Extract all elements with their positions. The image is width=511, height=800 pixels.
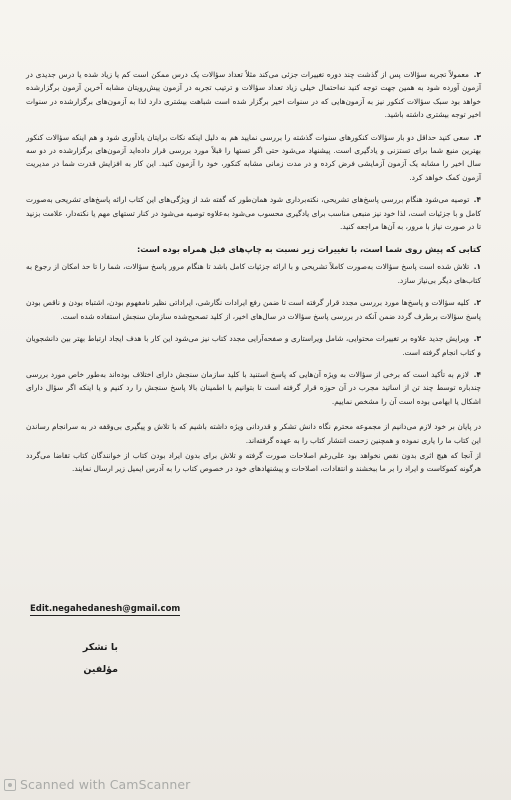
item-text: ویرایش جدید علاوه بر تغییرات محتوایی، شامل ویراستاری و صفحه‌آرایی مجدد کتاب نیز می‌شود این کار با هدف ایجاد ارتباط بهتر بین دانشجویان و کتاب انجام گرفته است. <box>26 334 481 357</box>
item-number: ۱. <box>473 262 482 272</box>
list-item <box>26 131 481 185</box>
camscanner-icon <box>4 779 16 791</box>
contact-email: Edit.negahedanesh@gmail.com <box>30 604 181 614</box>
item-text: سعی کنید حداقل دو بار سؤالات کنکورهای سنوات گذشته را بررسی نمایید هم به دلیل اینکه نکات برایتان یادآوری شود و هم اینکه سؤالات کنکور بهترین منبع شما برای تستزنی و یادگیری است. پیشنهاد می‌شود حتی اگر تستها را قبلاً مورد بررسی قرار داده‌اید آزمون‌های برگزارشده در دو سه سال اخیر را مشابه یک آزمون آزمایشی فرض کرده و در مدت زمانی مشابه کنکور، خود را آزمون کنید. این کار به افزایش قدرت شما در مدیریت آزمون کمک خواهد کرد. <box>26 132 481 182</box>
item-number: ۲. <box>473 70 481 79</box>
document-body <box>26 68 481 478</box>
closing-section <box>26 420 481 476</box>
item-number: ۳. <box>473 334 481 344</box>
section-heading: کتابی که پیش روی شما است، با تغییرات زیر نسبت به چاپ‌های قبل همراه بوده است: <box>137 244 481 255</box>
list-item <box>26 193 481 233</box>
scanner-watermark <box>4 777 190 792</box>
list-item <box>26 260 481 287</box>
list-item <box>26 368 481 408</box>
closing-paragraph: از آنجا که هیچ اثری بدون نقص نخواهد بود علی‌رغم اصلاحات صورت گرفته و تلاش برای بدون ایراد بودن کتاب از خوانندگان کتاب تقاضا می‌گردد هرگونه کموکاست و ایراد را بر ما ببخشند و انتقادات، اصلاحات و پیشنهادهای خود در خصوص کتاب را به آدرس ایمیل زیر ارسال نمایند. <box>26 450 481 474</box>
item-text: توصیه می‌شود هنگام بررسی پاسخ‌های تشریحی، نکته‌برداری شود همان‌طور که گفته شد از ویژگی‌های این کتاب ارائه پاسخ‌های تشریحی به‌صورت کامل و با جزئیات است، لذا خود نیز منبعی مناسب برای یادگیری محسوب می‌شود به‌علاوه توصیه می‌شود در کنار تستهای مهم یا نکته‌دار، علامت بزنید تا در صورت نیاز با مرور، به آن‌ها مراجعه کنید. <box>26 195 481 232</box>
item-number: ۴. <box>473 369 481 379</box>
item-text: تلاش شده است پاسخ سؤالات به‌صورت کاملاً تشریحی و با ارائه جزئیات کامل باشد تا هنگام مرور پاسخ سؤالات، شما را تا حد امکان از رجوع به کتاب‌های دیگر بی‌نیاز سازد. <box>26 262 481 285</box>
item-text: کلیه سؤالات و پاسخ‌ها مورد بررسی مجدد قرار گرفته است تا ضمن رفع ایرادات نگارشی، ایراداتی نظیر نامفهوم بودن، اشتباه بودن و ناقص بودن پاسخ سؤالات برطرف گردد ضمن آنکه در بررسی پاسخ سؤالات در سال‌های اخیر، از کلید تصحیح‌شده سازمان سنجش استفاده شده است. <box>26 298 481 321</box>
list-item <box>26 332 481 359</box>
signoff-thanks: با تشکر <box>82 642 118 653</box>
signoff <box>58 637 118 681</box>
list-item <box>26 296 481 323</box>
signoff-authors: مؤلفین <box>83 664 118 675</box>
item-number: ۴. <box>473 195 481 205</box>
item-number: ۲. <box>473 298 481 308</box>
closing-paragraph: در پایان بر خود لازم می‌دانیم از مجموعه محترم نگاه دانش تشکر و قدردانی ویژه داشته باشیم که با تلاش و پیگیری بی‌وقفه در به سرانجام رساندن این کتاب ما را یاری نموده و همچنین زحمت انتشار کتاب را به عهده گرفته‌اند. <box>26 422 481 445</box>
list-item <box>26 68 481 122</box>
item-text: لازم به تأکید است که برخی از سؤالات به ویژه آن‌هایی که پاسخ استنید با کلید سازمان سنجش دارای اختلاف بوده‌اند به‌طور خاص مورد بررسی چندباره توسط چند تن از اساتید مجرب در آن حوزه قرار گرفته است تا بتوانیم با اطمینان بالا پاسخ سنجش را رد کنیم و یا اینکه اگر سؤال دارای اشکال یا ابهامی بوده است آن را مشخص نماییم. <box>26 369 481 406</box>
item-text: معمولاً تجربه سؤالات پس از گذشت چند دوره تغییرات جزئی می‌کند مثلاً تعداد سؤالات یک درس ممکن است کم یا زیاد شده یا درس جدیدی در آزمون آورده شود به همین جهت توجه کنید نه‌احتمال خیلی زیاد تعداد سؤالات و ترتیب تجربه در آزمون پیش‌رویتان مشابه آخرین آزمون برگزارشده خواهد بود سبک سؤالات کنکور نیز به آزمون‌هایی که در سنوات اخیر برگزار شده است شباهت بیشتری دارد لذا به آزمون‌های برگزارشده در سنوات اخیر توجه بیشتری داشته باشید. <box>26 70 481 120</box>
item-number: ۳. <box>473 132 481 142</box>
watermark-text: Scanned with CamScanner <box>20 777 191 792</box>
